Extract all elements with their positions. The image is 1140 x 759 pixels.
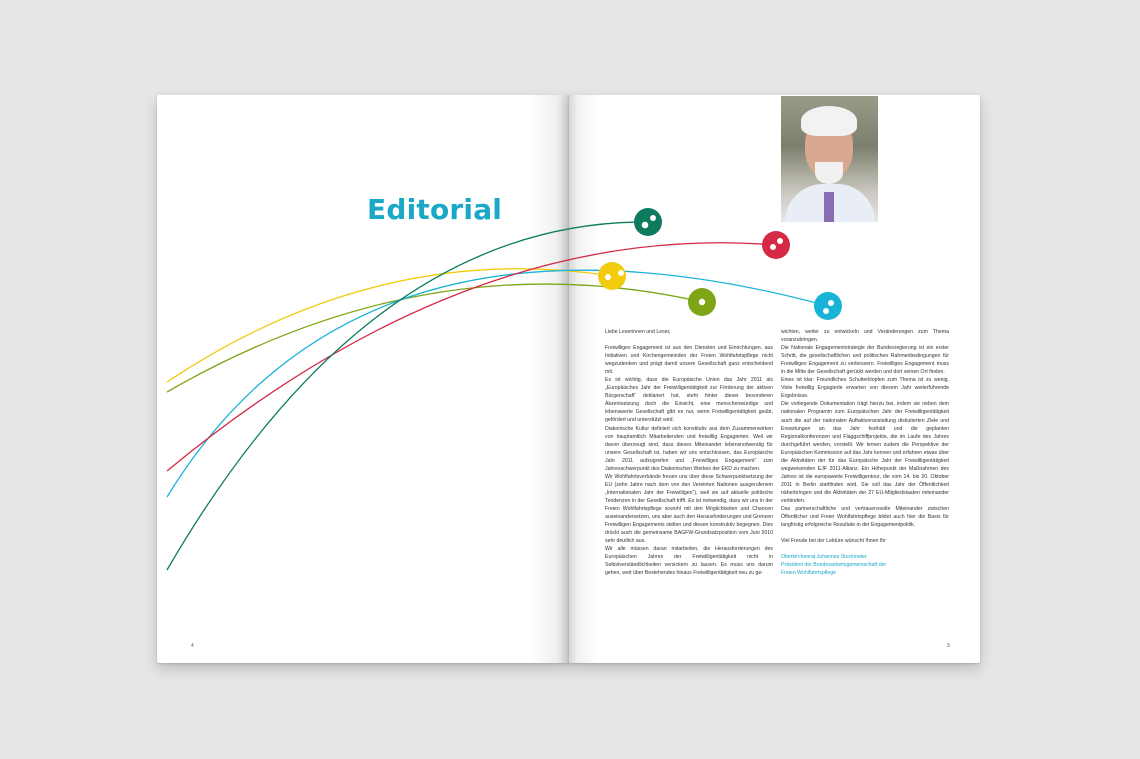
portrait-photo (781, 96, 878, 222)
right-page (569, 95, 980, 663)
paragraph: wichten, weiter zu entwickeln und Veränderungen zum Thema voranzubringen. (781, 329, 949, 344)
paragraph: Das partnerschaftliche und vertrauensvolle Miteinander zwischen Öffentlicher und Freier Wohlfahrtspflege bildet auch hier die Basis für langfristig erfolgreiche Resultate in der Engagementpolitik. (781, 506, 949, 529)
brochure-spread (157, 95, 980, 663)
photo-beard (815, 162, 843, 184)
paragraph: Wir alle müssen daran mitarbeiten, die Herausforderungen des Europäischen Jahres der Freiwilligentätigkeit nicht in Selbstverständlichkeiten versickern zu lassen. Es muss uns darum gehen, weit über Bestehendes hinaus Freiwilligentätigkeit neu zu ge- (605, 546, 773, 577)
text-column-2 (781, 328, 949, 577)
closing-line: Viel Freude bei der Lektüre wünscht Ihnen Ihr (781, 538, 886, 545)
left-page (157, 95, 569, 663)
paragraph: Eines ist klar: Freundliches Schulterklopfen zum Thema ist zu wenig. Viele freiwillig Engagierte erwarten von diesem Jahr weiterführende Ergebnisse. (781, 377, 949, 400)
page-number-right: 5 (947, 643, 950, 649)
paragraph: Freiwilliges Engagement ist aus den Diensten und Einrichtungen, aus Initiativen und Kirchengemeinden der Freien Wohlfahrtspflege nicht wegzudenken und prägt damit unsere Gesellschaft ganz entscheidend mit. (605, 345, 773, 376)
page-number-left: 4 (191, 643, 194, 649)
photo-hair (801, 106, 857, 136)
signature-name: Oberkirchenrat Johannes Stockmeier (781, 554, 867, 561)
signature-title: Präsident der Bundesarbeitsgemeinschaft der (781, 562, 887, 569)
paragraph: Die Nationale Engagementstrategie der Bundesregierung ist ein erster Schritt, die gesellschaftlichen und politischen Rahmenbedingungen für Freiwilliges Engagement zu verbessern. Freiwilliges Engagement muss in die Mitte der Gesellschaft gerückt werden und dort seinen Ort finden. (781, 345, 949, 376)
gutter-shadow (529, 95, 569, 663)
paragraph: Diakonische Kultur definiert sich konstitutiv aus dem Zusammenwirken von hauptamtlich Mitarbeitenden und freiwillig Engagierten. Weil wir davon überzeugt sind, dass dieses Miteinander lebensnotwendig für unsere Gesellschaft ist, haben wir uns entschlossen, das Europäische Jahr 2011 aufzugreifen und „Freiwilliges Engagement“ zum Jahresschwerpunkt des Diakonischen Werkes der EKD zu machen. (605, 425, 773, 472)
photo-tie (824, 192, 834, 222)
gutter-shadow (569, 95, 599, 663)
text-column-1 (605, 328, 773, 577)
paragraph: Die vorliegende Dokumentation trägt hierzu bei, indem sie neben dem nationalen Programm zum Europäischen Jahr der Freiwilligentätigkeit auch die auf der nationalen Auftaktveranstaltung diskutierten Ziele und Erwartungen an das Jahr festhält und die geplanten Regionalkonferenzen und Flaggschiffprojekte, die im Laufe des Jahres durchgeführt werden, vorstellt. Wir lernen zudem die Perspektive der Europäischen Kommission auf das Jahr kennen und erfahren etwas über die Aktivitäten der für das Europäische Jahr der Freiwilligentätigkeit wegweisenden EJF 2011-Allianz. Ein Höhepunkt der Maßnahmen des Jahres ist die europaweite Freiwilligentour, die vom 14. bis 20. Oktober 2011 in Berlin stattfinden wird. Sie soll das Jahr der Öffentlichkeit näherbringen und die Aktivitäten der 27 EU-Mitgliedstaaten miteinander verbinden. (781, 401, 949, 504)
page-title: Editorial (367, 193, 503, 226)
paragraph: Es ist wichtig, dass die Europäische Union das Jahr 2011 als „Europäisches Jahr der Freiwilligentätigkeit zur Förderung der aktiven Bürgerschaft“ deklariert hat, steht hinter dieser besonderen Akzentsetzung doch die Einsicht, eine menschenwürdige und lebenswerte Gesellschaft gibt es nur, wenn Freiwilligentätigkeit geübt, gefördert und unterstützt wird. (605, 377, 773, 424)
signature-title: Freien Wohlfahrtspflege (781, 570, 836, 577)
salutation: Liebe Leserinnen und Leser, (605, 329, 671, 335)
paragraph: Wir Wohlfahrtsverbände freuen uns über diese Schwerpunktsetzung der EU (zehn Jahre nach dem von den Vereinten Nationen ausgerufenem „Internationalen Jahr der Freiwilligen“), weil sie auf aktuelle politische Tendenzen in der Gesellschaft trifft. Es ist notwendig, dass wir uns in der Freien Wohlfahrtspflege sowohl mit den Möglichkeiten und Chancen auseinandersetzen, uns aber auch den Herausforderungen und Grenzen Freiwilligen Engagements stellen und diesen konstruktiv begegnen. Dies drückt auch die gemeinsame BAGFW-Grundsatzposition vom Juni 2010 sehr deutlich aus. (605, 473, 773, 545)
